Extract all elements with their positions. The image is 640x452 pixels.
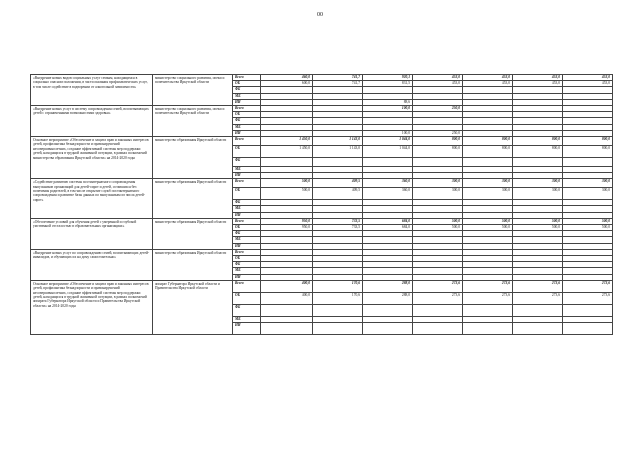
amount-cell: 1 044,0: [363, 136, 413, 145]
amount-cell: 288,0: [363, 280, 413, 292]
amount-cell: [363, 157, 413, 166]
amount-cell: 500,0: [463, 218, 513, 224]
amount-cell: [413, 304, 463, 316]
amount-cell: [513, 304, 563, 316]
amount-cell: 100,0: [363, 130, 413, 136]
amount-cell: 500,0: [563, 218, 613, 224]
amount-cell: 800,0: [463, 145, 513, 157]
amount-cell: 1 143,0: [313, 145, 363, 157]
amount-cell: 409,5: [313, 188, 363, 200]
amount-cell: 273,6: [563, 280, 613, 292]
amount-cell: 741,7: [313, 75, 363, 81]
funding-source-cell: МБ: [233, 93, 261, 99]
amount-cell: 800,0: [563, 145, 613, 157]
funding-source-cell: ФБ: [233, 87, 261, 93]
amount-cell: 453,0: [413, 81, 463, 87]
amount-cell: 273,6: [413, 292, 463, 304]
amount-cell: 500,0: [261, 179, 313, 188]
activity-description: «Внедрение новых услуг по сопровождению семей, воспитывающих детей-инвалидов, и обучающих их на дому самостоятельно»: [31, 249, 153, 280]
amount-cell: 1 450,0: [261, 136, 313, 145]
amount-cell: 500,0: [413, 218, 463, 224]
funding-source-cell: ОБ: [233, 81, 261, 87]
amount-cell: 733,5: [313, 218, 363, 224]
amount-cell: 273,6: [413, 280, 463, 292]
amount-cell: [563, 304, 613, 316]
executor-cell: министерство образования Иркутской области: [153, 218, 233, 249]
amount-cell: 453,0: [513, 75, 563, 81]
amount-cell: 600,0: [261, 81, 313, 87]
funding-source-cell: ОБ: [233, 255, 261, 261]
executor-cell: министерство образования Иркутской области: [153, 136, 233, 178]
funding-source-cell: ОБ: [233, 112, 261, 118]
funding-source-cell: МБ: [233, 268, 261, 274]
amount-cell: 800,0: [563, 136, 613, 145]
funding-source-cell: МБ: [233, 206, 261, 212]
funding-source-cell: МБ: [233, 237, 261, 243]
amount-cell: 300,0: [463, 188, 513, 200]
executor-cell: министерство образования Иркутской области: [153, 249, 233, 280]
amount-cell: 453,0: [463, 75, 513, 81]
executor-cell: аппарат Губернатора Иркутской области и Правительства Иркутской области: [153, 280, 233, 334]
funding-source-cell: ИИ: [233, 99, 261, 105]
amount-cell: [563, 322, 613, 334]
funding-source-cell: Всего: [233, 218, 261, 224]
amount-cell: [313, 322, 363, 334]
amount-cell: [313, 304, 363, 316]
table-row: [31, 179, 613, 188]
funding-source-cell: МБ: [233, 166, 261, 172]
funding-source-cell: ИИ: [233, 274, 261, 280]
funding-source-cell: ОБ: [233, 225, 261, 231]
amount-cell: 88,6: [363, 99, 413, 105]
funding-source-cell: ОБ: [233, 188, 261, 200]
amount-cell: 453,0: [463, 81, 513, 87]
amount-cell: 684,0: [363, 218, 413, 224]
amount-cell: 453,0: [413, 75, 463, 81]
amount-cell: 100,0: [363, 105, 413, 111]
activity-description: Основное мероприятие «Обеспечение и защита прав и законных интересов детей, профилактика безнадзорности и правонарушений несовершеннолетних, создание эффективной системы мер поддержки детей, находящихся в трудной жизненной ситуации, в рамках полномочий аппарата Губернатора Иркутской области и Правительства Иркутской области» на 2014-2020 годы: [31, 280, 153, 334]
funding-source-cell: ФБ: [233, 262, 261, 268]
amount-cell: 733,5: [313, 225, 363, 231]
amount-cell: 920,1: [363, 75, 413, 81]
amount-cell: 831,5: [363, 81, 413, 87]
amount-cell: 300,0: [513, 188, 563, 200]
activity-description: «Внедрение новых видов социальных услуг семьям, находящимся в социально опасном положении, в части оказания профилактических услуг, в том числе содействие в водворении от алкогольной зависимости»: [31, 75, 153, 106]
funding-source-cell: ФБ: [233, 304, 261, 316]
funding-source-cell: ИИ: [233, 322, 261, 334]
amount-cell: [463, 322, 513, 334]
funding-source-cell: ФБ: [233, 118, 261, 124]
amount-cell: [313, 157, 363, 166]
amount-cell: [463, 157, 513, 166]
amount-cell: 800,0: [513, 136, 563, 145]
funding-source-cell: МБ: [233, 316, 261, 322]
amount-cell: 360,0: [363, 179, 413, 188]
amount-cell: [463, 304, 513, 316]
amount-cell: [513, 157, 563, 166]
amount-cell: [563, 157, 613, 166]
amount-cell: 500,0: [563, 225, 613, 231]
activity-description: Основное мероприятие «Обеспечение и защита прав и законных интересов детей, профилактика безнадзорности и правонарушений несовершеннолетних, создание эффективной системы мер поддержки детей, находящихся в трудной жизненной ситуации, в рамках полномочий министерства образования Иркутской области» на 2014-2020 годы: [31, 136, 153, 178]
amount-cell: 273,6: [463, 280, 513, 292]
funding-source-cell: ФБ: [233, 200, 261, 206]
amount-cell: 273,6: [563, 292, 613, 304]
amount-cell: 1 143,0: [313, 136, 363, 145]
amount-cell: 500,0: [261, 188, 313, 200]
funding-source-cell: Всего: [233, 136, 261, 145]
amount-cell: 500,0: [463, 225, 513, 231]
funding-source-cell: Всего: [233, 249, 261, 255]
amount-cell: [513, 322, 563, 334]
page-number: 00: [317, 12, 323, 18]
amount-cell: 250,0: [413, 130, 463, 136]
amount-cell: 950,0: [261, 218, 313, 224]
amount-cell: 800,0: [513, 145, 563, 157]
activity-description: «Внедрение новых услуг в систему сопровождения семей, воспитывающих детей с ограниченными возможностями здоровья»: [31, 105, 153, 136]
amount-cell: 300,0: [563, 179, 613, 188]
table-row: [31, 136, 613, 145]
amount-cell: 300,0: [413, 188, 463, 200]
amount-cell: [363, 304, 413, 316]
amount-cell: [261, 322, 313, 334]
funding-source-cell: ИИ: [233, 173, 261, 179]
funding-source-cell: Всего: [233, 179, 261, 188]
funding-source-cell: ИИ: [233, 130, 261, 136]
amount-cell: 460,0: [261, 75, 313, 81]
funding-source-cell: ИИ: [233, 212, 261, 218]
executor-cell: министерство образования Иркутской области: [153, 179, 233, 219]
amount-cell: 684,0: [363, 225, 413, 231]
amount-cell: 300,0: [513, 179, 563, 188]
amount-cell: 273,6: [513, 292, 563, 304]
amount-cell: 500,0: [513, 225, 563, 231]
amount-cell: 170,6: [313, 292, 363, 304]
funding-source-cell: ОБ: [233, 292, 261, 304]
amount-cell: 453,0: [513, 81, 563, 87]
amount-cell: 170,6: [313, 280, 363, 292]
amount-cell: [413, 157, 463, 166]
amount-cell: 300,0: [463, 179, 513, 188]
amount-cell: 273,6: [463, 292, 513, 304]
amount-cell: [261, 304, 313, 316]
funding-source-cell: Всего: [233, 280, 261, 292]
table-row: [31, 280, 613, 292]
funding-source-cell: ФБ: [233, 231, 261, 237]
amount-cell: [363, 322, 413, 334]
funding-source-cell: Всего: [233, 105, 261, 111]
amount-cell: 1 044,0: [363, 145, 413, 157]
amount-cell: 800,0: [413, 136, 463, 145]
amount-cell: 300,0: [563, 188, 613, 200]
amount-cell: 273,6: [513, 280, 563, 292]
amount-cell: 400,0: [261, 280, 313, 292]
amount-cell: 300,0: [413, 179, 463, 188]
amount-cell: [261, 157, 313, 166]
executor-cell: министерство социального развития, опеки и попечительства Иркутской области: [153, 105, 233, 136]
amount-cell: 288,0: [363, 292, 413, 304]
amount-cell: 800,0: [463, 136, 513, 145]
funding-source-cell: ФБ: [233, 157, 261, 166]
amount-cell: 800,0: [413, 145, 463, 157]
amount-cell: 950,0: [261, 225, 313, 231]
amount-cell: 453,0: [563, 75, 613, 81]
amount-cell: 360,0: [363, 188, 413, 200]
amount-cell: 400,0: [261, 292, 313, 304]
funding-source-cell: Всего: [233, 75, 261, 81]
amount-cell: 409,5: [313, 179, 363, 188]
funding-source-cell: ОБ: [233, 145, 261, 157]
executor-cell: министерство социального развития, опеки и попечительства Иркутской области: [153, 75, 233, 106]
amount-cell: 453,0: [563, 81, 613, 87]
amount-cell: [413, 322, 463, 334]
funding-source-cell: МБ: [233, 124, 261, 130]
budget-table: [30, 74, 613, 335]
activity-description: «Обеспечение условий для обучения детей с умеренной и глубокой умственной отсталостью в образовательных организациях»: [31, 218, 153, 249]
amount-cell: 741,7: [313, 81, 363, 87]
amount-cell: 500,0: [413, 225, 463, 231]
amount-cell: 500,0: [513, 218, 563, 224]
funding-source-cell: ИИ: [233, 243, 261, 249]
amount-cell: 250,0: [413, 105, 463, 111]
activity-description: «Содействие развитию системы постинтернатного сопровождения выпускников организаций для детей-сирот и детей, оставшихся без попечения родителей, в том числе открытие служб постинтернатного сопровождения и развитие базы данных по выпускникам из числа детей-сирот»: [31, 179, 153, 219]
amount-cell: 1 450,0: [261, 145, 313, 157]
